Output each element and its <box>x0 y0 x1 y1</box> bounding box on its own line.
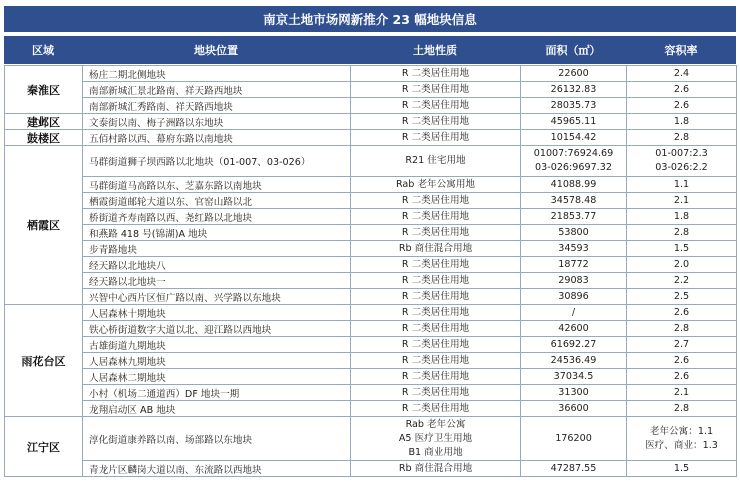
table-header-row <box>4 36 736 64</box>
land-type-cell-line: R 二类居住用地 <box>401 274 470 286</box>
land-type-cell <box>351 209 521 225</box>
location-cell: 马群街道马高路以东、芝嘉东路以南地块 <box>83 177 351 193</box>
area-cell <box>521 257 627 273</box>
land-type-cell <box>351 337 521 353</box>
area-cell <box>521 193 627 209</box>
land-type-cell-line: R 二类居住用地 <box>401 338 470 350</box>
far-cell <box>627 257 737 273</box>
area-cell-line: 41088.99 <box>550 178 597 190</box>
land-type-cell-line: A5 医疗卫生用地 <box>398 432 473 444</box>
far-cell <box>627 130 737 146</box>
far-cell <box>627 66 737 82</box>
area-cell-line: 176200 <box>555 432 592 444</box>
land-type-cell-line: R 二类居住用地 <box>401 306 470 318</box>
location-cell: 古雄街道九期地块 <box>83 337 351 353</box>
land-type-cell-line: R 二类居住用地 <box>401 226 470 238</box>
land-type-cell-line: R 二类居住用地 <box>401 290 470 302</box>
location-cell: 龙翔启动区 AB 地块 <box>83 401 351 417</box>
far-cell <box>627 241 737 257</box>
land-type-cell <box>351 353 521 369</box>
far-cell-line: 2.8 <box>673 131 690 143</box>
area-cell <box>521 273 627 289</box>
land-type-cell-line: R 二类居住用地 <box>401 370 470 382</box>
land-type-cell-line: R 二类居住用地 <box>401 402 470 414</box>
far-cell-line: 2.6 <box>673 99 690 111</box>
area-cell <box>521 401 627 417</box>
location-cell: 和燕路 418 号(锦湖)A 地块 <box>83 225 351 241</box>
far-cell <box>627 337 737 353</box>
area-cell-line: 10154.42 <box>550 131 597 143</box>
area-cell <box>521 337 627 353</box>
area-cell <box>521 241 627 257</box>
far-cell <box>627 385 737 401</box>
area-cell <box>521 209 627 225</box>
land-type-cell <box>351 321 521 337</box>
far-cell-line: 03-026:2.2 <box>655 162 708 173</box>
far-cell-line: 2.8 <box>673 402 690 414</box>
land-type-cell-line: R 二类居住用地 <box>401 194 470 206</box>
location-cell: 人居森林十期地块 <box>83 305 351 321</box>
area-cell-line: 24536.49 <box>550 354 597 366</box>
location-cell: 兴智中心西片区恒广路以南、兴学路以东地块 <box>83 289 351 305</box>
far-cell-line: 2.8 <box>673 322 690 334</box>
land-type-cell <box>351 385 521 401</box>
district-cell: 建邺区 <box>5 114 83 130</box>
area-cell-line: 29083 <box>558 274 589 286</box>
land-type-cell <box>351 114 521 130</box>
far-cell <box>627 417 737 461</box>
area-cell-line: 03-026:9697.32 <box>535 162 612 173</box>
far-cell <box>627 321 737 337</box>
area-cell-line: 42600 <box>558 322 589 334</box>
location-cell: 步青路地块 <box>83 241 351 257</box>
area-cell-line: 22600 <box>558 67 589 79</box>
area-cell <box>521 146 627 177</box>
district-cell: 江宁区 <box>5 417 83 477</box>
far-cell-line: 01-007:2.3 <box>655 148 708 159</box>
far-cell <box>627 98 737 114</box>
land-type-cell <box>351 177 521 193</box>
location-cell: 南部新城汇景北路南、祥天路西地块 <box>83 82 351 98</box>
far-cell-line: 老年公寓：1.1 <box>649 425 714 437</box>
far-cell <box>627 289 737 305</box>
header-area: 面积（㎡） <box>545 44 601 57</box>
far-cell-line: 1.5 <box>673 462 690 474</box>
table-body <box>4 65 737 477</box>
location-cell: 栖霞街道邮轮大道以东、官窑山路以北 <box>83 193 351 209</box>
land-type-cell-line: Rab 老年公寓 <box>405 418 466 430</box>
land-type-cell-line: R 二类居住用地 <box>401 258 470 270</box>
area-cell <box>521 417 627 461</box>
location-cell: 经天路以北地块八 <box>83 257 351 273</box>
far-cell <box>627 369 737 385</box>
far-cell <box>627 193 737 209</box>
location-cell: 淳化街道康养路以南、场部路以东地块 <box>83 417 351 461</box>
far-cell-line: 2.6 <box>673 83 690 95</box>
area-cell-line: 28035.73 <box>550 99 597 111</box>
area-cell <box>521 130 627 146</box>
land-type-cell-line: Rb 商住混合用地 <box>398 462 473 474</box>
far-cell-line: 2.4 <box>673 67 690 79</box>
location-cell: 小村（机场二通道西）DF 地块一期 <box>83 385 351 401</box>
far-cell-line: 2.6 <box>673 370 690 382</box>
table-title: 南京土地市场网新推介 23 幅地块信息 <box>4 6 736 32</box>
area-cell <box>521 385 627 401</box>
far-cell <box>627 305 737 321</box>
far-cell-line: 2.0 <box>673 258 690 270</box>
far-cell-line: 1.8 <box>673 115 690 127</box>
land-type-cell <box>351 417 521 461</box>
land-type-cell-line: R 二类居住用地 <box>401 131 470 143</box>
area-cell-line: 18772 <box>558 258 589 270</box>
far-cell <box>627 461 737 477</box>
far-cell <box>627 114 737 130</box>
land-type-cell-line: R 二类居住用地 <box>401 322 470 334</box>
location-cell: 人居森林九期地块 <box>83 353 351 369</box>
land-type-cell <box>351 146 521 177</box>
land-type-cell <box>351 130 521 146</box>
far-cell <box>627 273 737 289</box>
far-cell-line: 2.1 <box>673 194 690 206</box>
area-cell-line: 47287.55 <box>550 462 597 474</box>
area-cell-line: 26132.83 <box>550 83 597 95</box>
far-cell-line: 1.8 <box>673 210 690 222</box>
header-location: 地块位置 <box>194 44 238 57</box>
far-cell-line: 1.1 <box>673 178 690 190</box>
land-type-cell <box>351 369 521 385</box>
far-cell-line: 医疗、商业：1.3 <box>645 439 718 451</box>
land-type-cell <box>351 98 521 114</box>
area-cell-line: 21853.77 <box>550 210 597 222</box>
far-cell <box>627 401 737 417</box>
far-cell <box>627 225 737 241</box>
location-cell: 人居森林二期地块 <box>83 369 351 385</box>
area-cell <box>521 305 627 321</box>
location-cell: 马群街道狮子坝西路以北地块（01-007、03-026） <box>83 146 351 177</box>
district-cell: 栖霞区 <box>5 146 83 305</box>
area-cell <box>521 321 627 337</box>
far-cell-line: 2.1 <box>673 386 690 398</box>
area-cell <box>521 461 627 477</box>
location-cell: 铁心桥街道数字大道以北、迎江路以西地块 <box>83 321 351 337</box>
area-cell <box>521 177 627 193</box>
land-type-cell <box>351 241 521 257</box>
land-type-cell <box>351 82 521 98</box>
land-type-cell <box>351 289 521 305</box>
area-cell-line: 45965.11 <box>550 115 597 127</box>
area-cell-line: 61692.27 <box>550 338 597 350</box>
land-type-cell <box>351 66 521 82</box>
land-type-cell-line: B1 商业用地 <box>408 446 463 458</box>
land-type-cell-line: R 二类居住用地 <box>401 99 470 111</box>
far-cell-line: 2.5 <box>673 290 690 302</box>
area-cell <box>521 289 627 305</box>
land-type-cell-line: R 二类居住用地 <box>401 115 470 127</box>
far-cell-line: 2.8 <box>673 226 690 238</box>
land-type-cell <box>351 225 521 241</box>
area-cell-line: 53800 <box>558 226 589 238</box>
land-type-cell-line: R 二类居住用地 <box>401 67 470 79</box>
land-type-cell <box>351 305 521 321</box>
land-type-cell-line: Rab 老年公寓用地 <box>395 178 476 190</box>
area-cell <box>521 114 627 130</box>
far-cell-line: 2.7 <box>673 338 690 350</box>
header-far: 容积率 <box>664 44 698 57</box>
location-cell: 文泰街以南、梅子洲路以东地块 <box>83 114 351 130</box>
far-cell <box>627 209 737 225</box>
land-type-cell-line: R 二类居住用地 <box>401 386 470 398</box>
land-type-cell-line: R21 住宅用地 <box>405 155 466 166</box>
land-type-cell <box>351 401 521 417</box>
far-cell <box>627 82 737 98</box>
area-cell-line: 30896 <box>558 290 589 302</box>
land-type-cell <box>351 273 521 289</box>
far-cell-line: 2.6 <box>673 354 690 366</box>
far-cell <box>627 177 737 193</box>
location-cell: 青龙片区麟岗大道以南、东流路以西地块 <box>83 461 351 477</box>
header-district: 区域 <box>32 44 54 57</box>
area-cell-line: 34593 <box>558 242 589 254</box>
district-cell: 鼓楼区 <box>5 130 83 146</box>
location-cell: 五佰村路以西、幕府东路以南地块 <box>83 130 351 146</box>
header-land-type: 土地性质 <box>413 44 457 57</box>
land-type-cell <box>351 461 521 477</box>
area-cell-line: 37034.5 <box>553 370 594 382</box>
area-cell <box>521 369 627 385</box>
location-cell: 杨庄二期北侧地块 <box>83 66 351 82</box>
land-type-cell-line: R 二类居住用地 <box>401 210 470 222</box>
district-cell: 秦淮区 <box>5 66 83 114</box>
land-type-cell <box>351 193 521 209</box>
location-cell: 经天路以北地块一 <box>83 273 351 289</box>
far-cell-line: 1.5 <box>673 242 690 254</box>
area-cell <box>521 98 627 114</box>
land-type-cell <box>351 257 521 273</box>
area-cell-line: 01007:76924.69 <box>533 148 614 159</box>
area-cell <box>521 66 627 82</box>
land-type-cell-line: R 二类居住用地 <box>401 83 470 95</box>
land-type-cell-line: Rb 商住混合用地 <box>398 242 473 254</box>
far-cell <box>627 353 737 369</box>
far-cell <box>627 146 737 177</box>
far-cell-line: 2.6 <box>673 306 690 318</box>
area-cell-line: 36600 <box>558 402 589 414</box>
location-cell: 桥街道齐寿南路以西、尧红路以北地块 <box>83 209 351 225</box>
area-cell <box>521 225 627 241</box>
area-cell-line: 31300 <box>558 386 589 398</box>
district-cell: 雨花台区 <box>5 305 83 417</box>
area-cell <box>521 353 627 369</box>
area-cell-line: / <box>571 306 576 318</box>
land-type-cell-line: R 二类居住用地 <box>401 354 470 366</box>
area-cell-line: 34578.48 <box>550 194 597 206</box>
location-cell: 南部新城汇秀路南、祥天路西地块 <box>83 98 351 114</box>
far-cell-line: 2.2 <box>673 274 690 286</box>
area-cell <box>521 82 627 98</box>
